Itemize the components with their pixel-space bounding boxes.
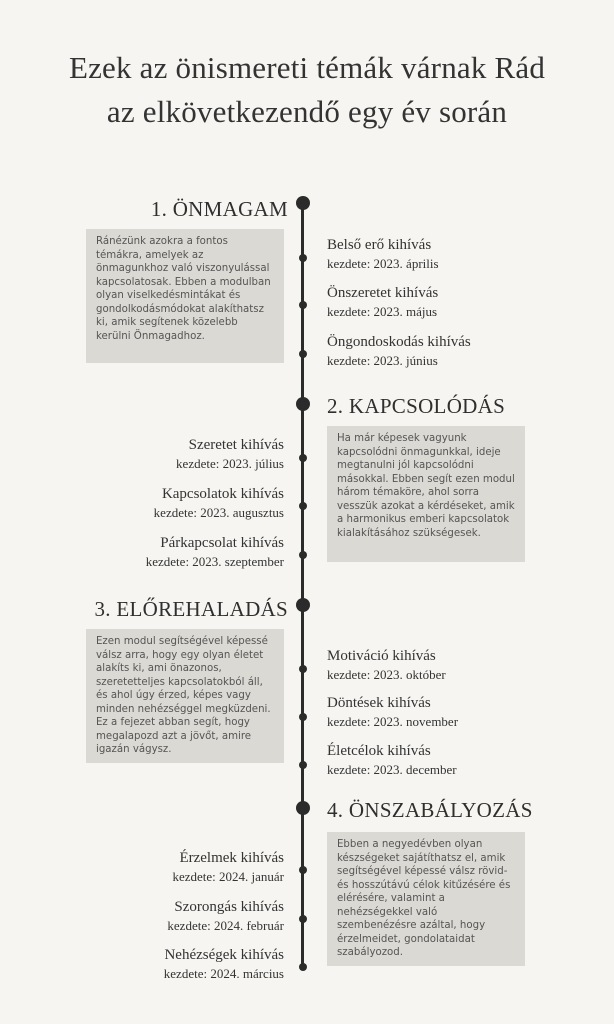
challenge-date: kezdete: 2024. március — [163, 966, 284, 981]
title-line-2: az elkövetkezendő egy év során — [106, 94, 508, 129]
challenge-name: Öngondoskodás kihívás — [327, 334, 471, 350]
challenge-date: kezdete: 2024. február — [167, 918, 284, 933]
challenge-item — [164, 946, 284, 983]
challenge-date: kezdete: 2023. július — [176, 456, 284, 471]
challenge-date: kezdete: 2023. szeptember — [145, 554, 284, 569]
timeline-line — [301, 203, 304, 967]
section-marker-1 — [296, 196, 310, 210]
challenge-date: kezdete: 2023. május — [327, 304, 438, 319]
section-description-1: Ránézünk azokra a fontos témákra, amelyek az önmagunkhoz való viszonyulással kapcsolatosak. Ebben a modulban olyan viselkedésmintákat és gondolkodásmódokat alakíthatsz ki, amik segítenek közelebb kerülni Önmagadhoz. — [86, 229, 284, 363]
challenge-name: Életcélok kihívás — [327, 743, 431, 759]
section-title-4: 4. ÖNSZABÁLYOZÁS — [327, 798, 533, 822]
challenge-item — [154, 485, 284, 522]
item-marker — [299, 350, 307, 358]
item-marker — [299, 454, 307, 462]
challenge-item — [327, 236, 439, 273]
item-marker — [299, 254, 307, 262]
challenge-name: Érzelmek kihívás — [179, 850, 284, 866]
section-title-3: 3. ELŐREHALADÁS — [94, 597, 288, 621]
challenge-name: Önszeretet kihívás — [327, 285, 439, 301]
item-marker — [299, 963, 307, 971]
title-line-1: Ezek az önismereti témák várnak Rád — [68, 50, 546, 85]
challenge-name: Szorongás kihívás — [174, 899, 284, 915]
page-title — [0, 46, 614, 134]
challenge-name: Motiváció kihívás — [327, 648, 436, 664]
challenge-name: Kapcsolatok kihívás — [161, 486, 284, 502]
challenge-name: Belső erő kihívás — [327, 237, 432, 253]
challenge-item — [327, 647, 446, 684]
section-marker-2 — [296, 397, 310, 411]
challenge-item — [167, 898, 284, 935]
challenge-date: kezdete: 2023. november — [327, 714, 459, 729]
item-marker — [299, 761, 307, 769]
section-description-4: Ebben a negyedévben olyan készségeket sajátíthatsz el, amik segítségével képessé válsz rövid- és hosszútávú célok kitűzésére és elérésére, valamint a nehézségekkel való szembenézésre azáltal, hogy érzelmeidet, gondolataidat szabályozod. — [327, 832, 525, 966]
challenge-name: Nehézségek kihívás — [164, 947, 284, 963]
section-title-1: 1. ÖNMAGAM — [150, 197, 288, 221]
challenge-item — [172, 849, 284, 886]
challenge-item — [176, 436, 284, 473]
challenge-name: Párkapcsolat kihívás — [160, 535, 284, 551]
item-marker — [299, 502, 307, 510]
challenge-item — [327, 742, 457, 779]
item-marker — [299, 665, 307, 673]
challenge-date: kezdete: 2023. április — [327, 256, 439, 271]
section-description-3: Ezen modul segítségével képessé válsz arra, hogy egy olyan életet alakíts ki, ami önazonos, szeretetteljes kapcsolatokból áll, és ahol úgy érzed, képes vagy minden nehézséggel megküzdeni. Ez a fejezet abban segít, hogy megalapozd azt a jövőt, amire igazán vágysz. — [86, 629, 284, 763]
challenge-item — [146, 534, 284, 571]
challenge-date: kezdete: 2023. augusztus — [153, 505, 284, 520]
item-marker — [299, 551, 307, 559]
challenge-item — [327, 284, 438, 321]
challenge-name: Szeretet kihívás — [188, 437, 284, 453]
item-marker — [299, 713, 307, 721]
challenge-item — [327, 333, 471, 370]
item-marker — [299, 915, 307, 923]
challenge-date: kezdete: 2023. december — [327, 762, 457, 777]
challenge-date: kezdete: 2024. január — [172, 869, 284, 884]
section-title-2: 2. KAPCSOLÓDÁS — [327, 394, 506, 418]
challenge-item — [327, 694, 458, 731]
challenge-date: kezdete: 2023. június — [327, 353, 438, 368]
item-marker — [299, 301, 307, 309]
section-marker-3 — [296, 598, 310, 612]
item-marker — [299, 866, 307, 874]
section-marker-4 — [296, 801, 310, 815]
challenge-date: kezdete: 2023. október — [327, 667, 446, 682]
challenge-name: Döntések kihívás — [327, 695, 431, 711]
section-description-2: Ha már képesek vagyunk kapcsolódni önmagunkkal, ideje megtanulni jól kapcsolódni másokkal. Ebben segít ezen modul három témaköre, ahol sorra vesszük azokat a kérdéseket, amik a harmonikus emberi kapcsolatok kialakításához szükségesek. — [327, 426, 525, 562]
